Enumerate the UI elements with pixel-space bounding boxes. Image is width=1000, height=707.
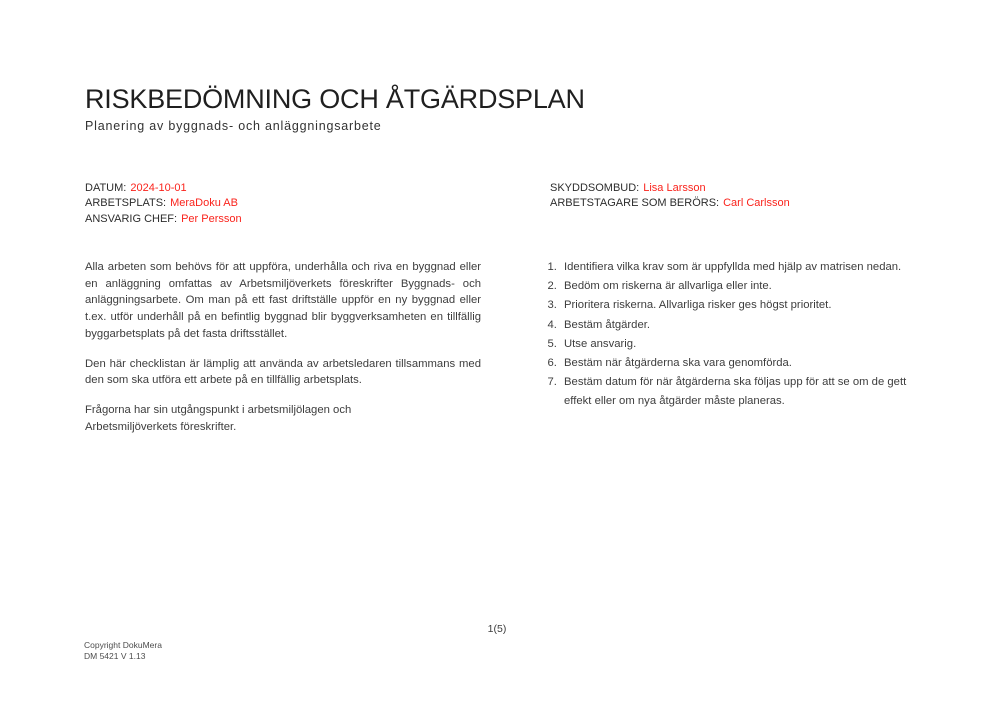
step-item-7: 7. Bestäm datum för när åtgärderna ska följas upp för att se om de gett effekt eller om nya åtgärder måste planeras. [560,373,918,411]
meta-value-arbetsplats: MeraDoku AB [170,197,238,210]
meta-value-datum: 2024-10-01 [130,182,187,194]
copyright-line-1: Copyright DokuMera [84,640,162,650]
meta-label-skyddsombud: SKYDDSOMBUD: [550,182,640,194]
step-item-3: 3. Prioritera riskerna. Allvarliga risker ges högst prioritet. [560,296,918,315]
intro-paragraph-3 [85,402,481,435]
meta-row-arbetsplats [85,196,242,211]
meta-row-datum [85,181,242,196]
intro-paragraph-3-line-1: Frågorna har sin utgångspunkt i arbetsmiljölagen och [85,403,352,416]
meta-row-arbetstagare [550,196,790,211]
meta-block-left [85,181,242,227]
document-subtitle: Planering av byggnads- och anläggningsarbete [85,119,382,133]
meta-row-ansvarig-chef [85,212,242,227]
intro-paragraph-2: Den här checklistan är lämplig att använda av arbetsledaren tillsammans med den som ska utföra ett arbete på en tillfällig arbetsplats. [85,357,481,387]
steps-list [538,258,918,412]
meta-label-ansvarig-chef: ANSVARIG CHEF: [85,212,178,225]
copyright-line-2: DM 5421 V 1.13 [84,651,146,661]
page-number: 1(5) [487,623,507,635]
step-item-1: 1. Identifiera vilka krav som är uppfyllda med hjälp av matrisen nedan. [560,258,918,277]
intro-paragraph-3-line-2: Arbetsmiljöverkets föreskrifter. [85,420,237,433]
meta-label-arbetsplats: ARBETSPLATS: [85,197,167,210]
intro-paragraph-1: Alla arbeten som behövs för att uppföra, underhålla och riva en byggnad eller en anläggning omfattas av Arbetsmiljöverkets föreskrifter Byggnads- och anläggningsarbete. Om man på ett fast driftställe uppför en ny byggnad eller t.ex. utför underhåll på en befintlig byggnad blir byggverksamheten en tillfällig byggarbetsplats på det fasta driftsstället. [85,261,481,340]
step-item-5: 5. Utse ansvarig. [560,335,918,354]
meta-value-arbetstagare: Carl Carlsson [723,197,790,210]
meta-row-skyddsombud [550,181,790,196]
meta-block-right [550,181,790,212]
intro-text [85,259,481,448]
step-item-4: 4. Bestäm åtgärder. [560,316,918,335]
meta-value-skyddsombud: Lisa Larsson [643,182,706,194]
meta-value-ansvarig-chef: Per Persson [181,212,242,225]
copyright-block [84,640,162,662]
meta-label-datum: DATUM: [85,182,127,194]
document-title: RISKBEDÖMNING OCH ÅTGÄRDSPLAN [85,84,585,114]
meta-label-arbetstagare: ARBETSTAGARE SOM BERÖRS: [550,197,720,210]
step-item-2: 2. Bedöm om riskerna är allvarliga eller inte. [560,277,918,296]
step-item-6: 6. Bestäm när åtgärderna ska vara genomförda. [560,354,918,373]
